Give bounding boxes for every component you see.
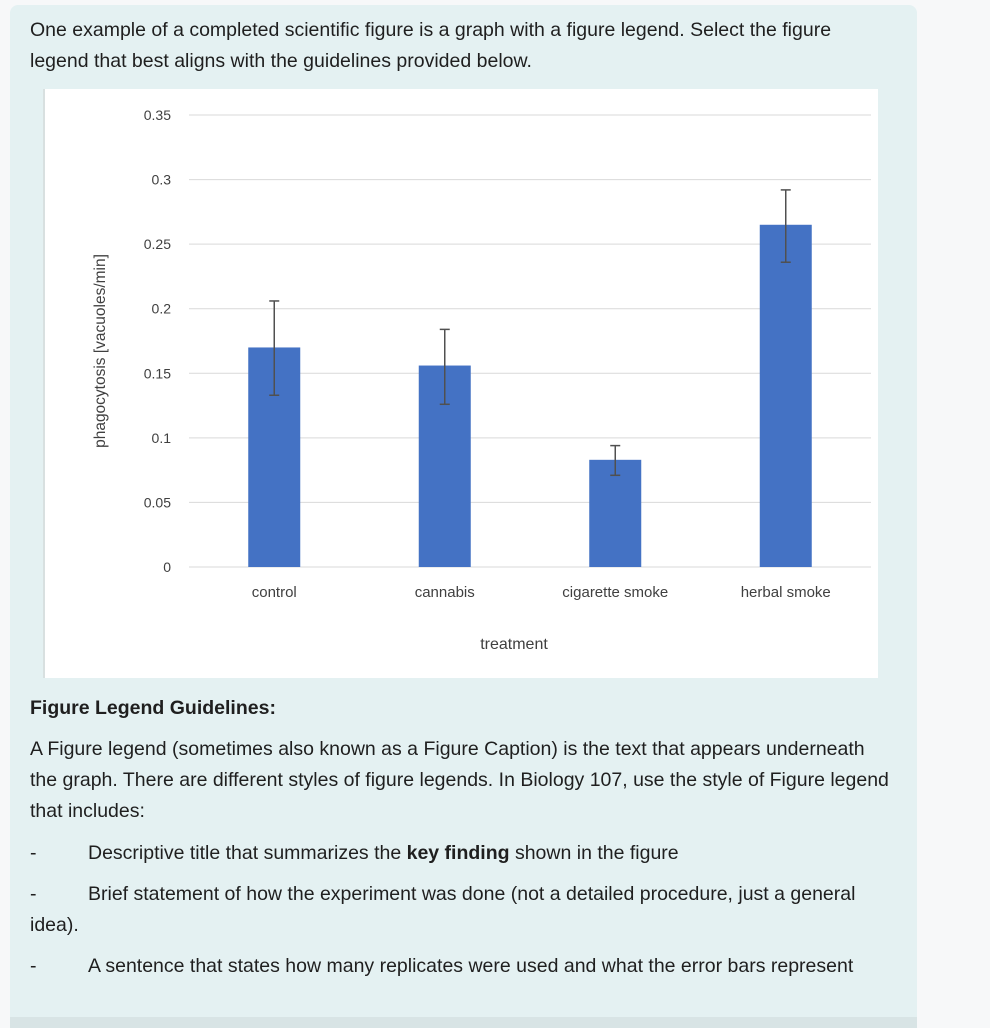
y-tick-label: 0.2: [151, 300, 171, 317]
figure-panel: [43, 89, 878, 678]
guideline-text: Descriptive title that summarizes the key finding shown in the figure: [88, 842, 679, 864]
card-bottom-edge: [10, 1017, 917, 1028]
guideline-text: A sentence that states how many replicates were used and what the error bars represent: [88, 955, 854, 977]
y-tick-label: 0.25: [143, 236, 171, 253]
guidelines-title: Figure Legend Guidelines:: [30, 697, 276, 719]
guideline-key-finding: key finding: [406, 842, 510, 864]
bullet-dash: -: [30, 955, 37, 977]
bullet-dash: -: [30, 842, 37, 864]
x-tick-label: cannabis: [414, 584, 475, 601]
guideline-text: Brief statement of how the experiment was done (not a detailed procedure, just a general idea).: [30, 883, 856, 936]
y-tick-label: 0.05: [143, 494, 171, 511]
bullet-dash: -: [30, 883, 37, 905]
y-tick-label: 0.35: [143, 107, 171, 123]
x-tick-label: cigarette smoke: [562, 584, 669, 601]
bar-chart: [45, 89, 878, 678]
x-tick-label: herbal smoke: [740, 584, 831, 601]
x-tick-label: control: [251, 584, 297, 601]
question-text: One example of a completed scientific figure is a graph with a figure legend. Select the figure legend that best aligns with the guidelines provided below.: [30, 19, 832, 72]
y-tick-label: 0.1: [151, 429, 171, 446]
guidelines-intro: A Figure legend (sometimes also known as a Figure Caption) is the text that appears underneath the graph. There are different styles of figure legends. In Biology 107, use the style of Figure legend that includes:: [30, 738, 889, 822]
y-tick-label: 0.15: [143, 365, 171, 382]
guideline-item-1: [30, 838, 890, 869]
y-tick-label: 0: [163, 559, 171, 575]
x-axis-label: treatment: [480, 636, 548, 653]
guideline-item-3: [30, 951, 890, 982]
bar: [760, 225, 812, 567]
y-tick-label: 0.3: [151, 171, 171, 188]
guideline-item-2: [30, 879, 890, 941]
y-axis-label: phagocytosis [vacuoles/min]: [92, 254, 109, 448]
